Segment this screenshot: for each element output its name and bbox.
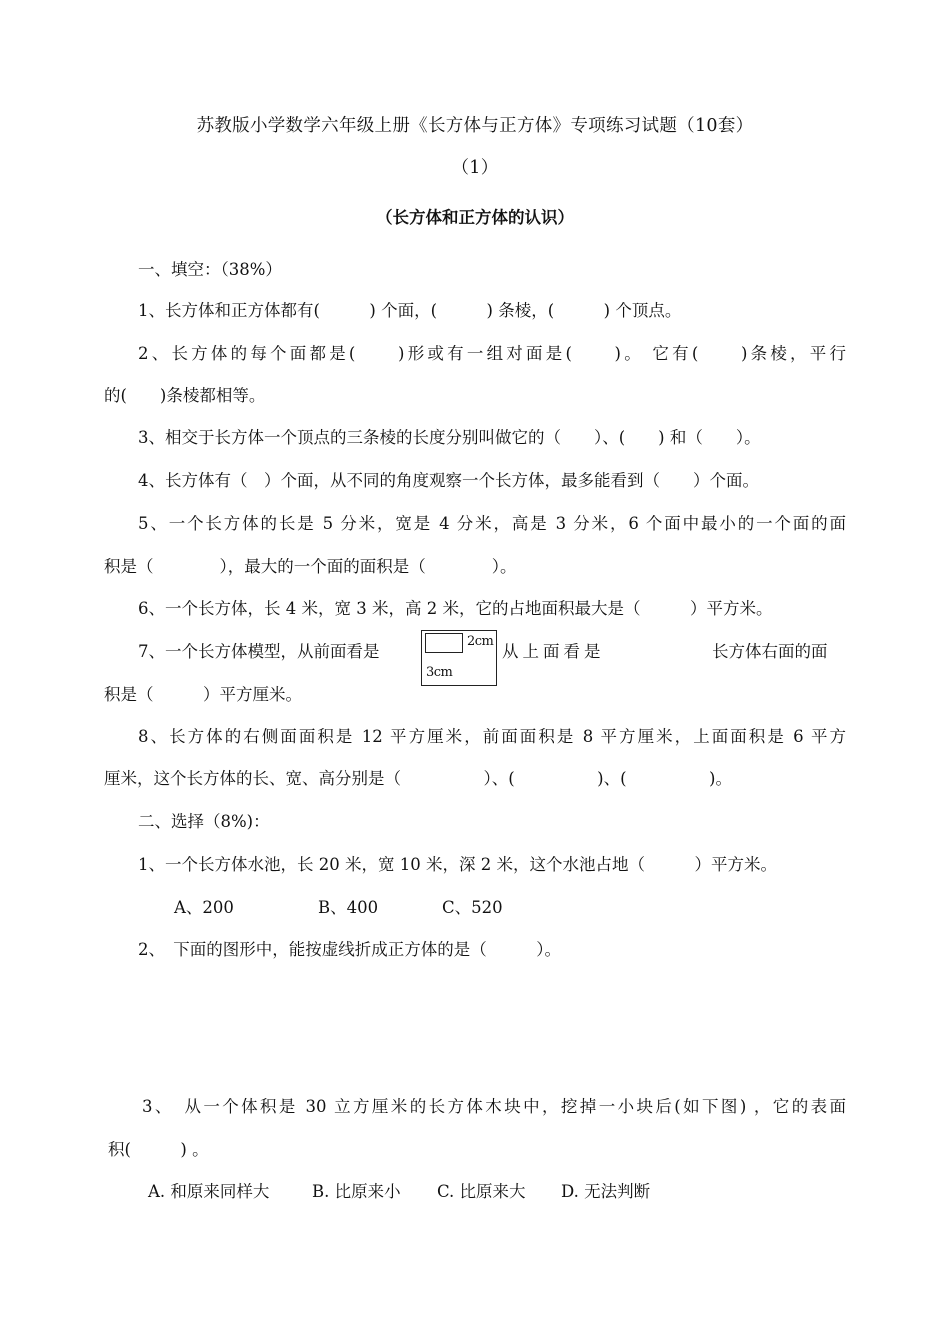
page-title: 苏教版小学数学六年级上册《长方体与正方体》专项练习试题（10套） [196, 116, 754, 136]
question-7-line2: 积是（ ）平方厘米。 [104, 685, 302, 704]
q3-option-a: A. 和原来同样大 [148, 1182, 270, 1201]
question-7-text-c: 长方体右面的面 [712, 642, 828, 661]
section-title: （长方体和正方体的认识） [376, 208, 574, 227]
choice-question-1: 1、一个长方体水池，长 20 米，宽 10 米，深 2 米，这个水池占地（ ）平方米。 [138, 855, 777, 874]
question-2-line2: 的( )条棱都相等。 [104, 386, 266, 405]
option-b: B、400 [318, 898, 379, 917]
question-1: 1、长方体和正方体都有( ) 个面，( ) 条棱，( ) 个顶点。 [138, 301, 682, 320]
option-c: C、520 [442, 898, 503, 917]
choice-question-2: 2、 下面的图形中，能按虚线折成正方体的是（ ）。 [138, 940, 561, 959]
part1-heading: 一、填空：（38%） [138, 260, 282, 279]
set-number: （1） [451, 158, 499, 178]
question-8-line1: 8、长方体的右侧面面积是 12 平方厘米，前面面积是 8 平方厘米，上面面积是 6 平方 [138, 727, 846, 746]
option-a: A、200 [174, 898, 234, 917]
figure-label-2cm: 2cm [467, 634, 494, 649]
front-view-figure [421, 630, 497, 686]
question-8-line2: 厘米，这个长方体的长、宽、高分别是（ ）、( )、( )。 [104, 769, 732, 788]
choice-question-3-line2: 积( ) 。 [108, 1140, 209, 1159]
question-3: 3、相交于长方体一个顶点的三条棱的长度分别叫做它的（ ）、( ) 和（ ）。 [138, 428, 761, 447]
part2-heading: 二、选择（8%)： [138, 812, 270, 831]
choice-question-3-line1: 3、 从一个体积是 30 立方厘米的长方体木块中，挖掉一小块后(如下图) ，它的表面 [142, 1097, 846, 1116]
figure-label-3cm: 3cm [426, 665, 453, 680]
question-2-line1: 2、长方体的每个面都是( )形或有一组对面是( )。 它有( )条棱，平行 [138, 344, 846, 363]
question-5-line2: 积是（ ），最大的一个面的面积是（ ）。 [104, 557, 517, 576]
question-7-text-a: 7、一个长方体模型，从前面看是 [138, 642, 380, 661]
front-view-inner-rect [425, 633, 463, 653]
q3-option-b: B. 比原来小 [312, 1182, 401, 1201]
question-7-text-b: 从上面看是 [502, 642, 605, 661]
question-6: 6、一个长方体，长 4 米，宽 3 米，高 2 米，它的占地面积最大是（ ）平方米。 [138, 599, 773, 618]
q3-option-c: C. 比原来大 [437, 1182, 526, 1201]
question-5-line1: 5、一个长方体的长是 5 分米，宽是 4 分米，高是 3 分米，6 个面中最小的一个面的面 [138, 514, 846, 533]
question-4: 4、长方体有（ ）个面，从不同的角度观察一个长方体，最多能看到（ ）个面。 [138, 471, 759, 490]
q3-option-d: D. 无法判断 [561, 1182, 651, 1201]
